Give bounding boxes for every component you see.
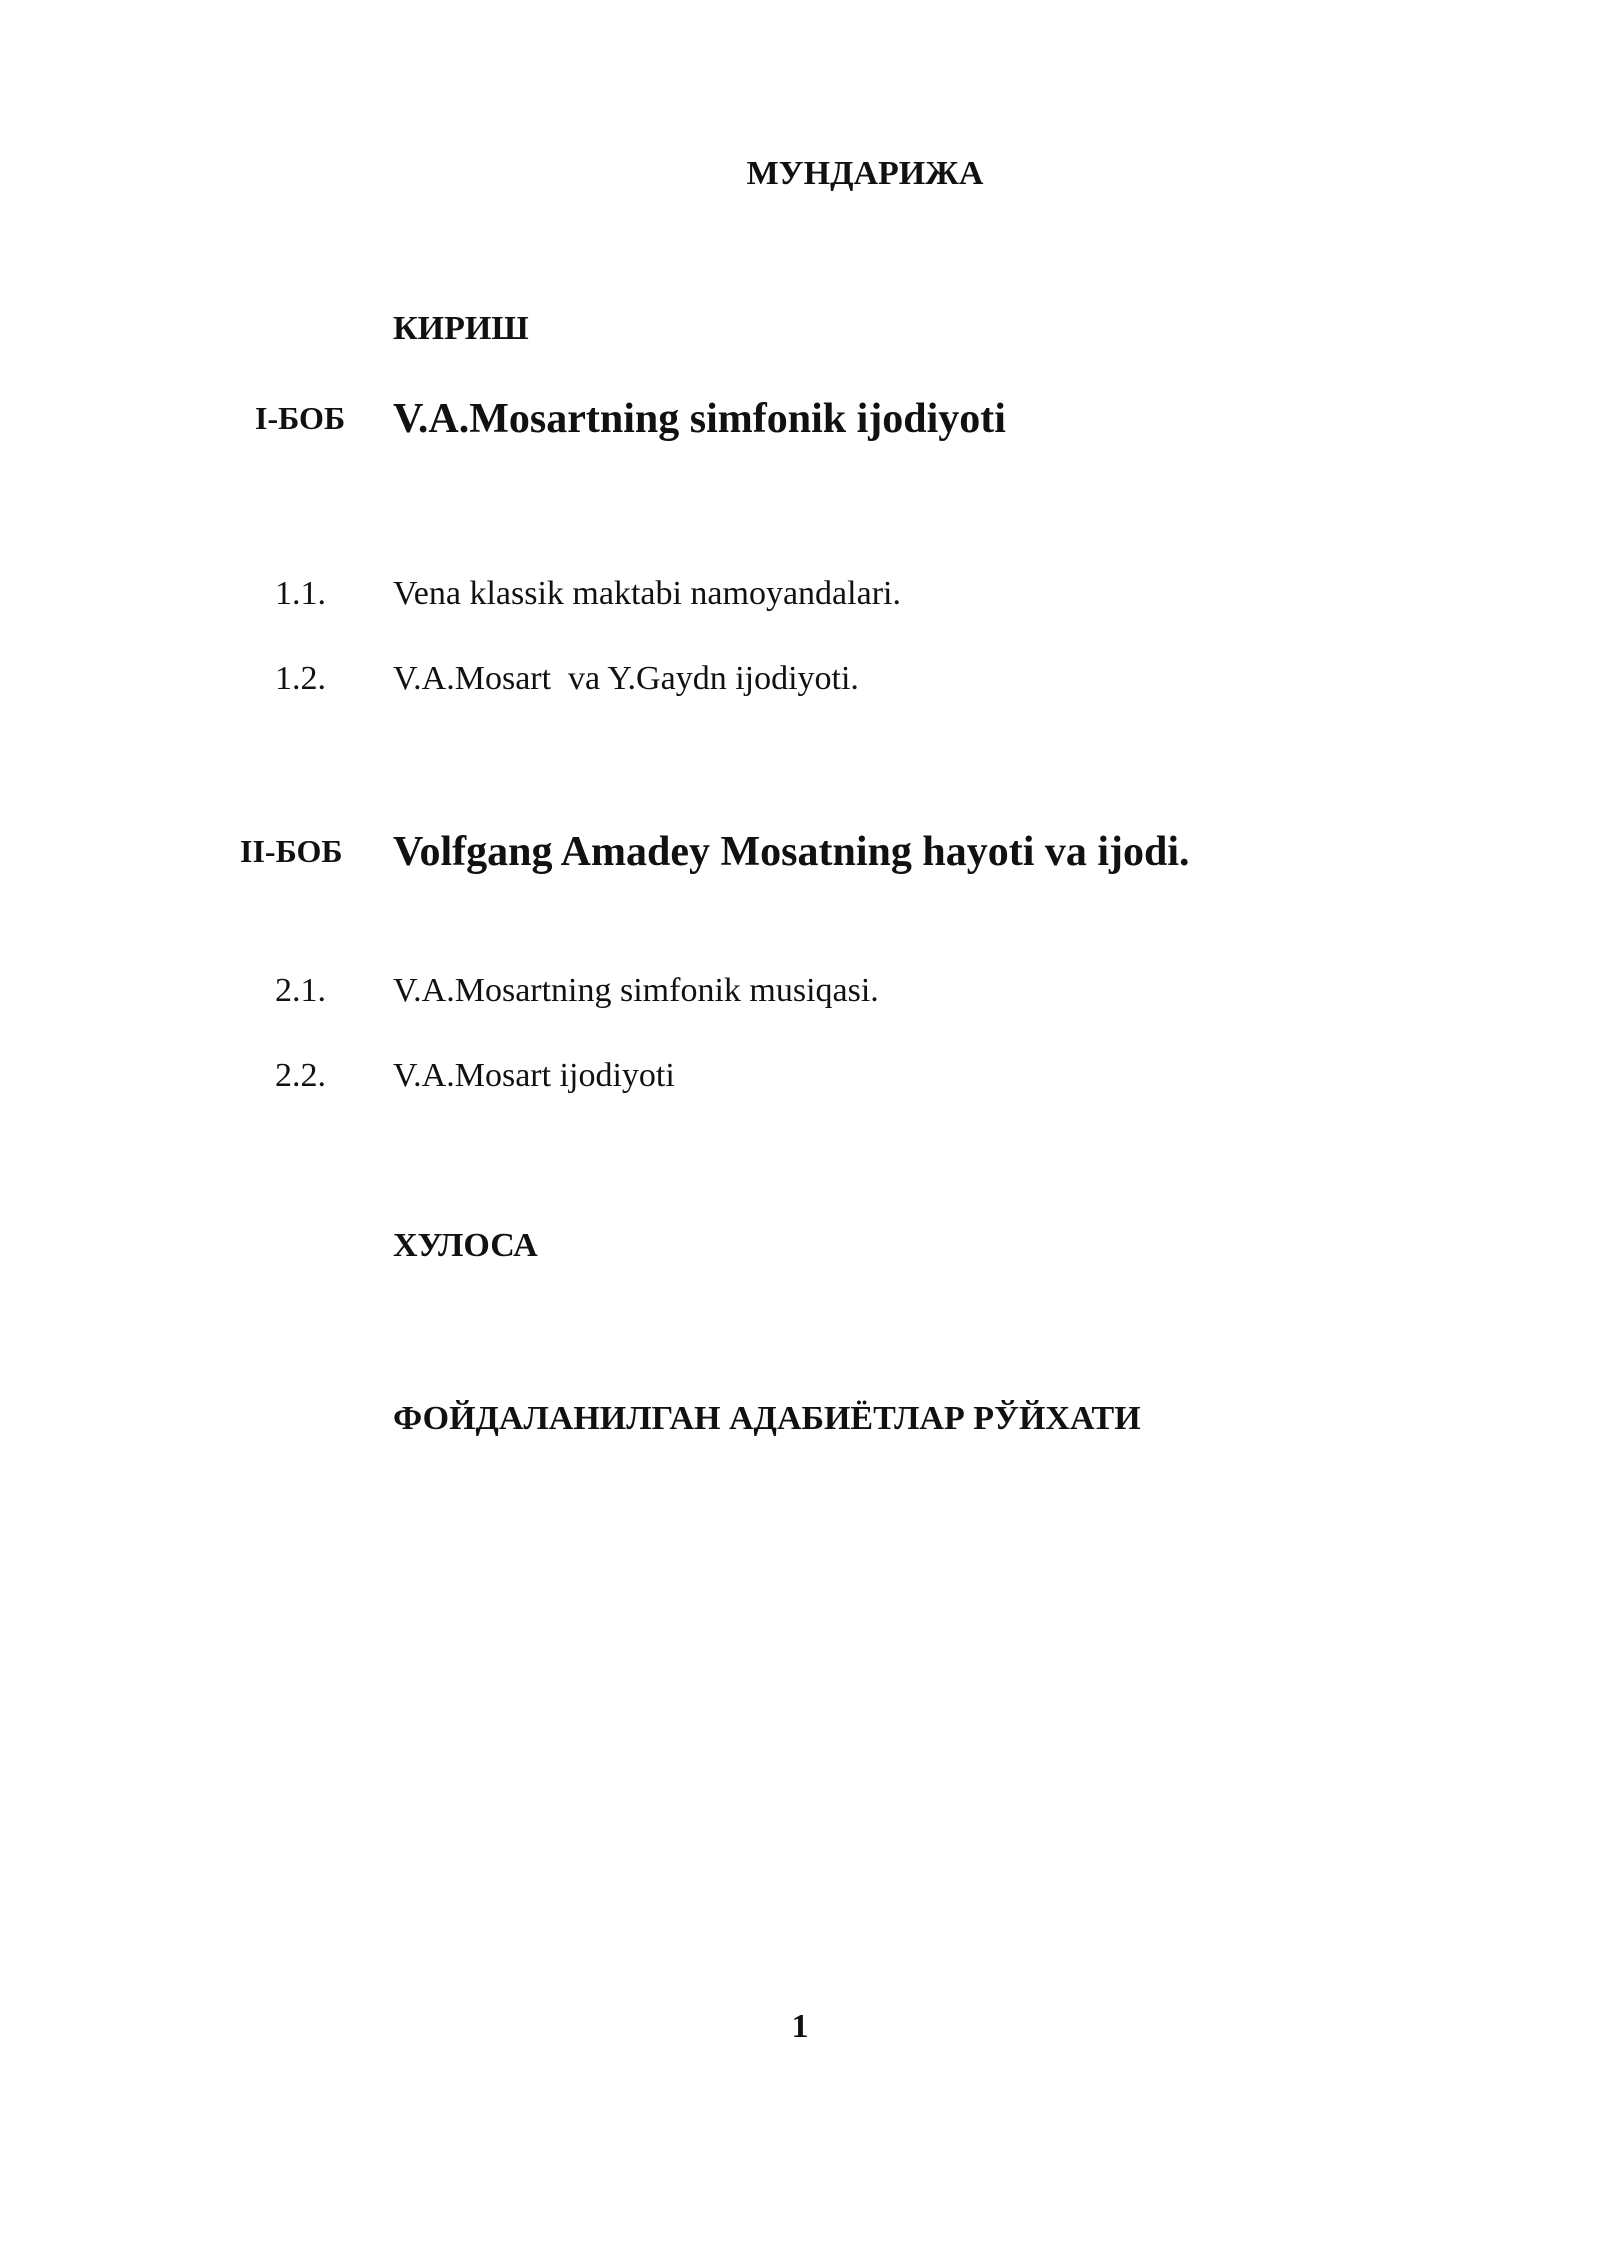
page-title: МУНДАРИЖА <box>746 155 984 192</box>
chapter-2-title: Volfgang Amadey Mosatning hayoti va ijodi. <box>393 829 1190 875</box>
section-1-2-number: 1.2. <box>275 660 326 697</box>
section-2-2-number: 2.2. <box>275 1057 326 1094</box>
section-1-1-title: Vena klassik maktabi namoyandalari. <box>393 575 901 612</box>
section-2-1-title: V.A.Mosartning simfonik musiqasi. <box>393 972 879 1009</box>
section-2-1-number: 2.1. <box>275 972 326 1009</box>
section-1-2-title: V.A.Mosart va Y.Gaydn ijodiyoti. <box>393 660 859 697</box>
page-number: 1 <box>791 2008 809 2045</box>
chapter-1-title: V.A.Mosartning simfonik ijodiyoti <box>393 396 1006 442</box>
references-heading: ФОЙДАЛАНИЛГАН АДАБИЁТЛАР РЎЙХАТИ <box>393 1400 1141 1437</box>
intro-heading: КИРИШ <box>393 310 529 347</box>
chapter-2-label: II-БОБ <box>240 833 343 869</box>
chapter-1-label: I-БОБ <box>255 400 346 436</box>
section-2-2-title: V.A.Mosart ijodiyoti <box>393 1057 675 1094</box>
section-1-1-number: 1.1. <box>275 575 326 612</box>
conclusion-heading: ХУЛОСА <box>393 1227 538 1264</box>
